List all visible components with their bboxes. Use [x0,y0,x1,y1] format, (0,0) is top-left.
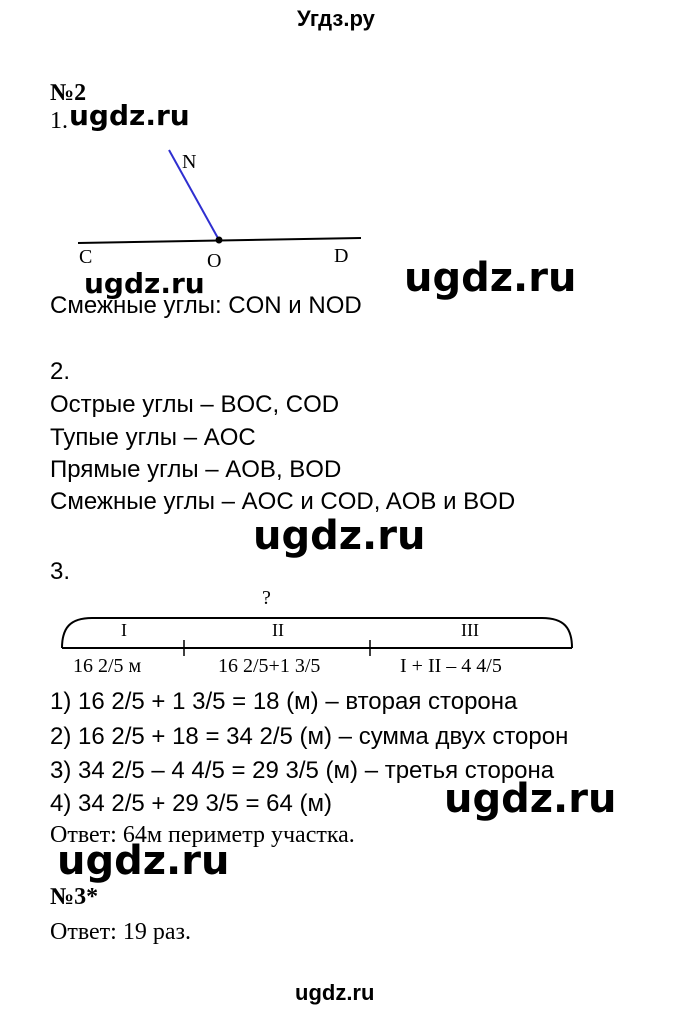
part1-number: 1. [50,108,68,134]
footer-site-name: ugdz.ru [295,980,375,1005]
label-c: C [79,246,93,268]
segment-bottom-label: I + II – 4 4/5 [400,655,502,677]
part2-line: Прямые углы – AOB, BOD [50,456,342,483]
solution-step: 2) 16 2/5 + 18 = 34 2/5 (м) – сумма двух сторон [50,723,569,750]
part1-answer: Смежные углы: CON и NOD [50,292,362,319]
watermark: ugdz.ru [444,776,617,822]
header-site-name: Угдз.ру [297,6,375,31]
part2-line: Смежные углы – AOC и COD, AOB и BOD [50,488,516,515]
point-o [216,237,223,244]
part3-number: 3. [50,558,71,585]
label-o: O [207,250,222,272]
part3-answer: Ответ: 64м периметр участка. [50,822,355,848]
label-n: N [182,151,197,173]
solution-step: 1) 16 2/5 + 1 3/5 = 18 (м) – вторая сторона [50,688,518,715]
task3-title: №3* [50,884,99,910]
task2-title: №2 [50,80,87,106]
solution-step: 4) 34 2/5 + 29 3/5 = 64 (м) [50,790,333,817]
segment-label: II [272,620,284,640]
segment-bottom-label: 16 2/5+1 3/5 [218,655,321,677]
part2-number: 2. [50,358,71,385]
segment-bottom-label: 16 2/5 м [73,655,142,677]
task3-answer: Ответ: 19 раз. [50,919,191,945]
part2-line: Тупые углы – AOC [50,424,256,451]
solution-step: 3) 34 2/5 – 4 4/5 = 29 3/5 (м) – третья сторона [50,757,555,784]
watermark: ugdz.ru [253,513,426,559]
label-d: D [334,245,349,267]
segment-label: I [121,620,127,640]
watermark: ugdz.ru [69,99,190,132]
segment-label: III [461,620,479,640]
part2-line: Острые углы – BOC, COD [50,391,340,418]
brace [62,618,572,648]
watermark: ugdz.ru [404,255,577,301]
watermark: ugdz.ru [84,267,205,300]
diagram-question: ? [262,587,271,609]
watermark: ugdz.ru [57,838,230,884]
